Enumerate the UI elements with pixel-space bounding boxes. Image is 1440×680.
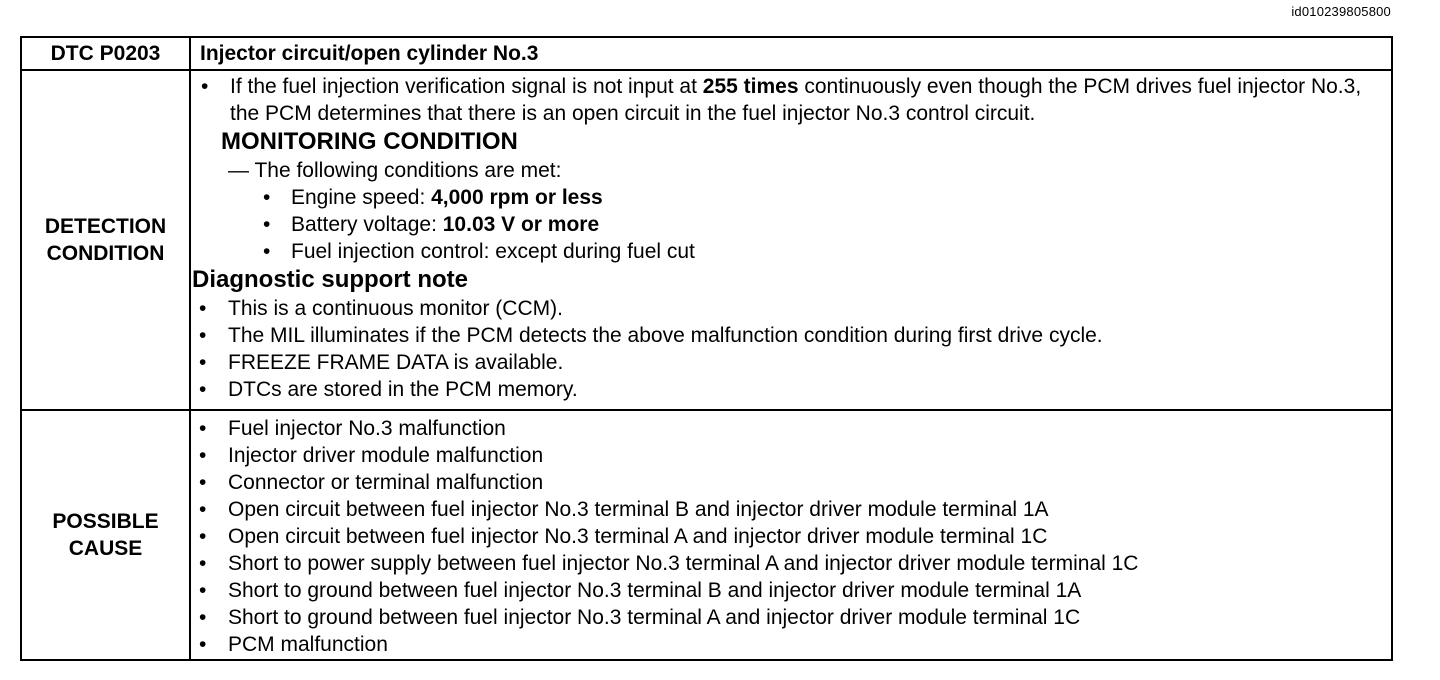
cause-item: • Open circuit between fuel injector No.3 terminal B and injector driver module terminal 1A xyxy=(191,496,1391,523)
dtc-header-row xyxy=(21,37,1392,70)
cause-item: • Open circuit between fuel injector No.3 terminal A and injector driver module terminal 1C xyxy=(191,523,1391,550)
diagnostic-support-note-title: Diagnostic support note xyxy=(192,266,468,293)
condition-value: 4,000 rpm or less xyxy=(431,186,603,209)
cause-item: • Short to ground between fuel injector No.3 terminal A and injector driver module terminal 1C xyxy=(191,604,1391,631)
possible-cause-list xyxy=(191,411,1391,658)
condition-label: Engine speed: xyxy=(291,186,432,209)
monitoring-condition-lead: — The following conditions are met: xyxy=(228,159,562,182)
cause-item: • Short to ground between fuel injector No.3 terminal B and injector driver module terminal 1A xyxy=(191,577,1391,604)
detection-condition-content xyxy=(190,70,1392,410)
detection-intro-item xyxy=(191,73,1391,127)
document-id: id010239805800 xyxy=(1291,4,1391,19)
dtc-table xyxy=(20,36,1393,661)
diagnostic-note-item: • FREEZE FRAME DATA is available. xyxy=(191,349,1391,376)
possible-cause-content xyxy=(190,410,1392,660)
intro-text-pre: If the fuel injection verification signal is not input at xyxy=(230,75,703,98)
intro-text-post: continuously even though the PCM drives fuel injector No.3, the PCM determines that there is an open circuit in the fuel injector No.3 control circuit. xyxy=(230,75,1362,125)
cause-label-line1: POSSIBLE xyxy=(52,510,159,533)
cause-item: • PCM malfunction xyxy=(191,631,1391,658)
monitoring-condition-list xyxy=(191,184,1391,265)
detection-condition-row xyxy=(21,70,1392,410)
diagnostic-note-item: • DTCs are stored in the PCM memory. xyxy=(191,376,1391,403)
condition-fuel-injection-control xyxy=(191,238,1391,265)
detection-condition-label xyxy=(21,70,190,410)
detection-label-line1: DETECTION xyxy=(44,215,167,238)
possible-cause-label xyxy=(21,410,190,660)
diagnostic-note-item: • The MIL illuminates if the PCM detects the above malfunction condition during first drive cycle. xyxy=(191,322,1391,349)
condition-engine-speed xyxy=(191,184,1391,211)
diagnostic-note-item: • This is a continuous monitor (CCM). xyxy=(191,295,1391,322)
cause-item: • Injector driver module malfunction xyxy=(191,442,1391,469)
diagnostic-note-list xyxy=(191,295,1391,403)
condition-value: 10.03 V or more xyxy=(442,213,600,236)
dtc-code: DTC P0203 xyxy=(21,37,190,70)
cause-item: • Connector or terminal malfunction xyxy=(191,469,1391,496)
dtc-title: Injector circuit/open cylinder No.3 xyxy=(190,37,1392,70)
monitoring-condition-title: MONITORING CONDITION xyxy=(221,128,518,155)
condition-label: Battery voltage: xyxy=(291,213,443,236)
condition-battery-voltage xyxy=(191,211,1391,238)
possible-cause-row xyxy=(21,410,1392,660)
cause-item: • Fuel injector No.3 malfunction xyxy=(191,415,1391,442)
cause-label-line2: CAUSE xyxy=(68,537,143,560)
detection-label-line2: CONDITION xyxy=(46,242,165,265)
intro-text-bold: 255 times xyxy=(702,75,799,98)
detection-intro-list xyxy=(191,71,1391,127)
cause-item: • Short to power supply between fuel injector No.3 terminal A and injector driver module terminal 1C xyxy=(191,550,1391,577)
condition-label: Fuel injection control: except during fuel cut xyxy=(291,240,695,263)
